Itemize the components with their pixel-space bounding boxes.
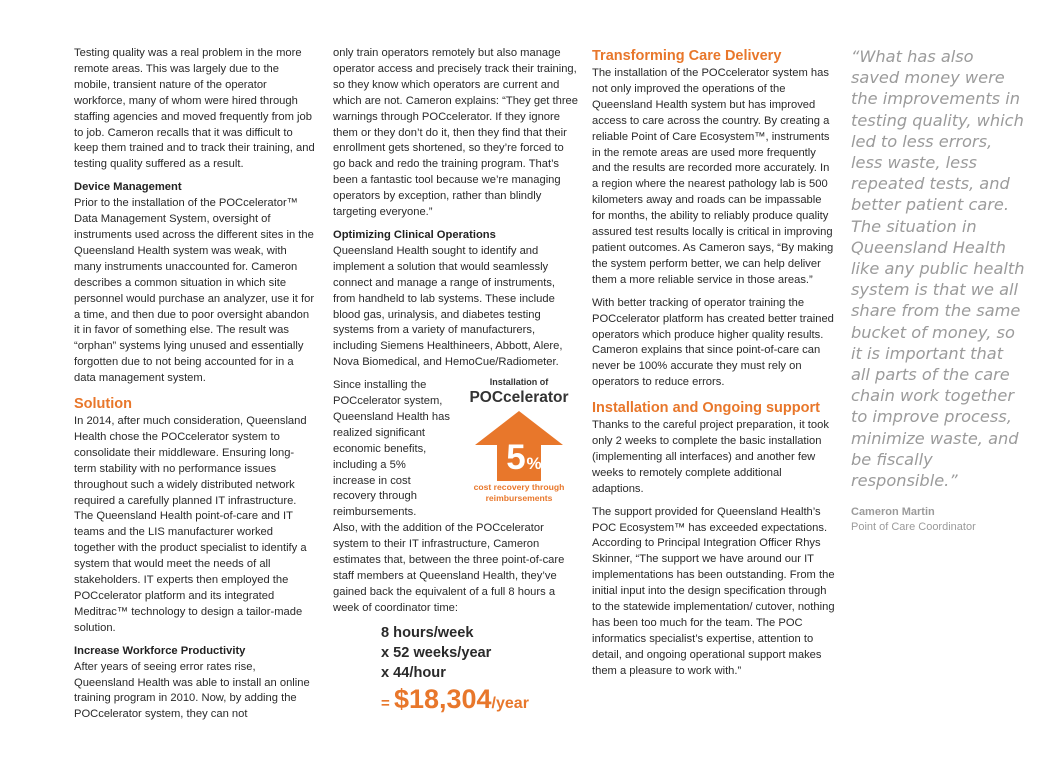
up-arrow-icon	[475, 411, 563, 481]
heading-transforming-care: Transforming Care Delivery	[592, 48, 782, 64]
calc-line-weeks: x 52 weeks/year	[381, 644, 492, 661]
stat-callout	[461, 376, 577, 504]
stat-caption: Installation of	[489, 377, 549, 388]
column-3	[592, 46, 835, 680]
paragraph-solution: In 2014, after much consideration, Queensland Health chose the POCcelerator system to consolidate their middleware. Ensuring long-term stability with no performance issues throughout such a widely distributed network required a carefully planned IT infrastructure. The Queensland Health point-of-care and IT teams and the LIS manufacturer worked together with the product specialist to identify a system that would meet the needs of all stakeholders. IT experts then employed the POCcelerator platform and its integrated Meditrac™ technology to design a tailor-made solution.	[74, 415, 307, 634]
paragraph-device-management: Prior to the installation of the POCcelerator™ Data Management System, oversight of instruments used across the different sites in the Queensland Health system was weak, with many instruments unaccounted for. Cameron describes a common situation in which site personnel would purchase an analyzer, use it for a time, and then due to poor oversight abandon it in favor of something else. The result was “orphan” systems lying unused and essentially forgotten due to not being accounted for in a data management system.	[74, 197, 315, 385]
paragraph-installation: Thanks to the careful project preparation, it took only 2 weeks to complete the basic installation (implementing all interfaces) and another few weeks to remotely complete additional adaptions.	[592, 419, 829, 495]
quote-author-role: Point of Care Coordinator	[851, 521, 976, 534]
savings-calculation	[333, 623, 579, 720]
paragraph-testing-quality: Testing quality was a real problem in the more remote areas. This was largely due to the mobile, transient nature of the operator workforce, many of whom were hired through staffing agencies and moved frequently from job to job. Cameron recalls that it was difficult to keep them trained and to track their training, and testing quality suffered as a result.	[74, 47, 315, 171]
stat-unit: %	[526, 454, 542, 474]
paragraph-coordinator-time: Also, with the addition of the POCcelerator system to their IT infrastructure, Cameron estimates that, between the three point-of-care staff members at Queensland Health, they’ve gained back the equivalent of a full 8 hours a week of coordinator time:	[333, 522, 565, 614]
paragraph-workforce: After years of seeing error rates rise, Queensland Health was able to install an online training program in 2010. Now, by adding the POCcelerator system, they can not	[74, 660, 310, 721]
calc-per-year: /year	[491, 694, 529, 712]
calc-equals: =	[381, 694, 394, 712]
column-1	[74, 46, 316, 723]
stat-product-name: POCcelerator	[469, 389, 569, 407]
pull-quote	[851, 46, 1026, 535]
paragraph-training: only train operators remotely but also manage operator access and precisely track their training, so they know which operators are current and which are not. Cameron explains: “They get three warnings through POCcelerator. If they ignore them or they don’t do it, then they find that their enrollment gets shortened, so they’re forced to go back and redo the training program. That’s been a fantastic tool because we’re managing operators by exception, rather than blindly targeting everyone.”	[333, 47, 579, 219]
calc-total-amount: $18,304	[393, 683, 492, 714]
calc-line-rate: x 44/hour	[381, 664, 446, 681]
quote-text: “What has also saved money were the improvements in testing quality, which led to less errors, less waste, less repeated tests, and better patient care. The situation in Queensland Health like any public health system is that we all share from the same bucket of money, so it is important that all parts of the care chain work together to improve process, minimize waste, and be fiscally responsible.”	[851, 47, 1025, 491]
calc-total	[381, 683, 579, 720]
calc-line-hours: 8 hours/week	[381, 624, 474, 641]
paragraph-clinical: Queensland Health sought to identify and implement a solution that would seamlessly connect and manage a range of instruments, from handheld to lab systems. These include blood gas, urinalysis, and diabetes testing systems from a variety of manufacturers, including Siemens Healthineers, Abbott, Alere, Nova Biomedical, and HemoCue/Radiometer.	[333, 244, 563, 369]
paragraph-care-delivery: The installation of the POCcelerator system has not only improved the operations of the Queensland Health system but has improved access to care across the country. By creating a reliable Point of Care Ecosystem™, instruments in the remote areas are used more frequently and the results are recorded more accurately. In a region where the nearest pathology lab is 500 kilometers away and roads can be impassable for months, the ability to reliably produce quality assured test results locally is critical in improving patient outcomes. As Cameron says, “By making the system perform better, we can help deliver them a more reliable service in those areas.”	[592, 67, 834, 286]
paragraph-support: The support provided for Queensland Health’s POC Ecosystem™ has exceeded expectations. According to Principal Integration Officer Rhys Skinner, “The support we have around our IT implementations has been outstanding. From the initial input into the design specification through to the statewide implementation/ cutover, nothing has been too much for the team. The POC informatics specialist’s expertise, attention to detail, and ongoing operational support makes them a pleasure to work with.”	[592, 505, 835, 677]
heading-installation-support: Installation and Ongoing support	[592, 400, 820, 417]
stat-footnote: cost recovery through reimbursements	[473, 482, 565, 504]
column-2	[333, 46, 579, 720]
heading-device-management: Device Management	[74, 181, 182, 194]
stat-value: 5	[506, 438, 526, 478]
stat-section	[333, 378, 579, 521]
heading-workforce-productivity: Increase Workforce Productivity	[74, 644, 246, 657]
paragraph-operator-tracking: With better tracking of operator training the POCcelerator platform has created better trained operators which produce higher quality results. Cameron explains that since point-of-care can never be 100% accurate they must rely on operators to reduce errors.	[592, 296, 834, 389]
heading-clinical-operations: Optimizing Clinical Operations	[333, 228, 496, 241]
paragraph-economic-benefits: Since installing the POCcelerator system, Queensland Health has realized significant economic benefits, including a 5% increase in cost recovery through reimbursements.	[333, 379, 450, 519]
heading-solution: Solution	[74, 396, 132, 413]
quote-author-name: Cameron Martin	[851, 506, 935, 519]
